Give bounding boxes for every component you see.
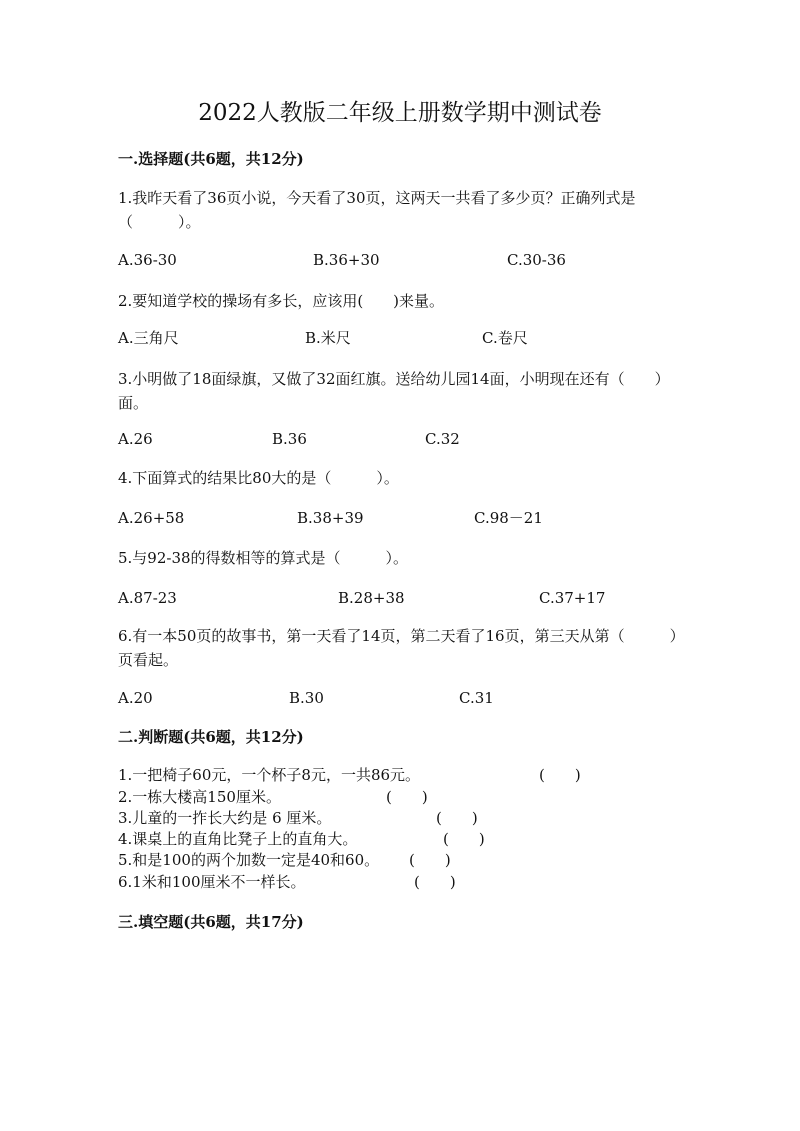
q6-option-c: C.31 [459, 689, 494, 707]
question-2: 2.要知道学校的操场有多长，应该用( )来量。 [118, 292, 445, 310]
question-3: 3.小明做了18面绿旗，又做了32面红旗。送给幼儿园14面，小明现在还有（ ）面。 [118, 370, 670, 412]
question-4: 4.下面算式的结果比80大的是（ ）。 [118, 469, 399, 487]
tf-item-6-answer-blank: ( ) [414, 873, 456, 891]
q3-option-b: B.36 [272, 430, 307, 448]
q4-option-c: C.98－21 [474, 509, 543, 527]
tf-item-3: 3.儿童的一拃长大约是 6 厘米。 [118, 809, 332, 827]
section-heading-judgement: 二.判断题(共6题，共12分) [118, 728, 304, 746]
q6-option-b: B.30 [289, 689, 324, 707]
question-5: 5.与92-38的得数相等的算式是（ ）。 [118, 549, 409, 567]
q2-option-b: B.米尺 [305, 329, 351, 347]
section-heading-fill-in: 三.填空题(共6题，共17分) [118, 913, 304, 931]
tf-item-5: 5.和是100的两个加数一定是40和60。 [118, 851, 380, 869]
q5-option-a: A.87-23 [118, 589, 177, 607]
tf-item-2: 2.一栋大楼高150厘米。 [118, 788, 281, 806]
q2-option-c: C.卷尺 [482, 329, 528, 347]
tf-item-4-answer-blank: ( ) [443, 830, 485, 848]
tf-item-6: 6.1米和100厘米不一样长。 [118, 873, 306, 891]
q5-option-c: C.37+17 [539, 589, 606, 607]
tf-item-3-answer-blank: ( ) [436, 809, 478, 827]
q5-option-b: B.28+38 [338, 589, 405, 607]
tf-item-2-answer-blank: ( ) [386, 788, 428, 806]
section-heading-choice: 一.选择题(共6题，共12分) [118, 150, 304, 168]
tf-item-5-answer-blank: ( ) [409, 851, 451, 869]
q3-option-c: C.32 [425, 430, 460, 448]
q1-option-c: C.30-36 [507, 251, 566, 269]
question-6: 6.有一本50页的故事书，第一天看了14页，第二天看了16页，第三天从第（ ）页看起。 [118, 627, 678, 669]
tf-item-1: 1.一把椅子60元，一个杯子8元，一共86元。 [118, 766, 421, 784]
q3-option-a: A.26 [118, 430, 153, 448]
page-title: 2022人教版二年级上册数学期中测试卷 [198, 100, 602, 126]
question-1: 1.我昨天看了36页小说，今天看了30页，这两天一共看了多少页？正确列式是（ ）。 [118, 189, 636, 231]
q4-option-b: B.38+39 [297, 509, 364, 527]
q1-option-b: B.36+30 [313, 251, 380, 269]
tf-item-1-answer-blank: ( ) [539, 766, 581, 784]
q6-option-a: A.20 [118, 689, 153, 707]
q1-option-a: A.36-30 [118, 251, 177, 269]
tf-item-4: 4.课桌上的直角比凳子上的直角大。 [118, 830, 358, 848]
q2-option-a: A.三角尺 [118, 329, 179, 347]
q4-option-a: A.26+58 [118, 509, 185, 527]
